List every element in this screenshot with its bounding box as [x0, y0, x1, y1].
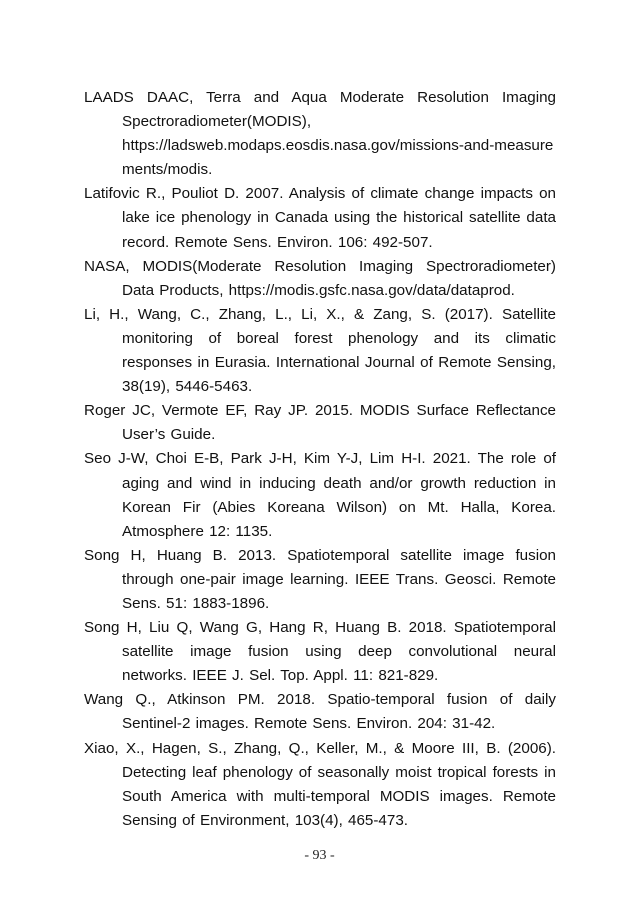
reference-entry-song-2013: Song H, Huang B. 2013. Spatiotemporal satellite image fusion through one-pair image learning. IEEE Trans. Geosci. Remote Sens. 51: 1883-1896. [84, 546, 556, 612]
reference-text: LAADS DAAC, Terra and Aqua Moderate Resolution Imaging Spectroradiometer(MODIS), [84, 89, 556, 131]
reference-entry-song-2018: Song H, Liu Q, Wang G, Hang R, Huang B. 2018. Spatiotemporal satellite image fusion using deep convolutional neural networks. IEEE J. Sel. Top. Appl. 11: 821-829. [84, 619, 556, 685]
reference-entry-xiao: Xiao, X., Hagen, S., Zhang, Q., Keller, M., & Moore III, B. (2006). Detecting leaf phenology of seasonally moist tropical forests in South America with multi-temporal MODIS images. Remote Sensing of Environment, 103(4), 465-473. [84, 739, 556, 829]
reference-entry-seo: Seo J-W, Choi E-B, Park J-H, Kim Y-J, Lim H-I. 2021. The role of aging and wind in inducing death and/or growth reduction in Korean Fir (Abies Koreana Wilson) on Mt. Halla, Korea. Atmosphere 12: 1135. [84, 450, 556, 540]
reference-entry-roger: Roger JC, Vermote EF, Ray JP. 2015. MODIS Surface Reflectance User’s Guide. [84, 402, 556, 444]
reference-entry-nasa: NASA, MODIS(Moderate Resolution Imaging Spectroradiometer) Data Products, https://modis.gsfc.nasa.gov/data/dataprod. [84, 257, 556, 299]
reference-entry-laads [84, 86, 556, 182]
page-number: - 93 - [304, 848, 335, 863]
reference-entry-wang: Wang Q., Atkinson PM. 2018. Spatio-temporal fusion of daily Sentinel-2 images. Remote Sens. Environ. 204: 31-42. [84, 691, 556, 733]
reference-entry-latifovic: Latifovic R., Pouliot D. 2007. Analysis of climate change impacts on lake ice phenology in Canada using the historical satellite data record. Remote Sens. Environ. 106: 492-507. [84, 185, 556, 251]
reference-list [84, 86, 556, 833]
reference-entry-li: Li, H., Wang, C., Zhang, L., Li, X., & Zang, S. (2017). Satellite monitoring of boreal forest phenology and its climatic responses in Eurasia. International Journal of Remote Sensing, 38(19), 5446-5463. [84, 305, 556, 396]
reference-link[interactable]: https://ladsweb.modaps.eosdis.nasa.gov/missions-and-measurements/modis. [122, 137, 554, 179]
